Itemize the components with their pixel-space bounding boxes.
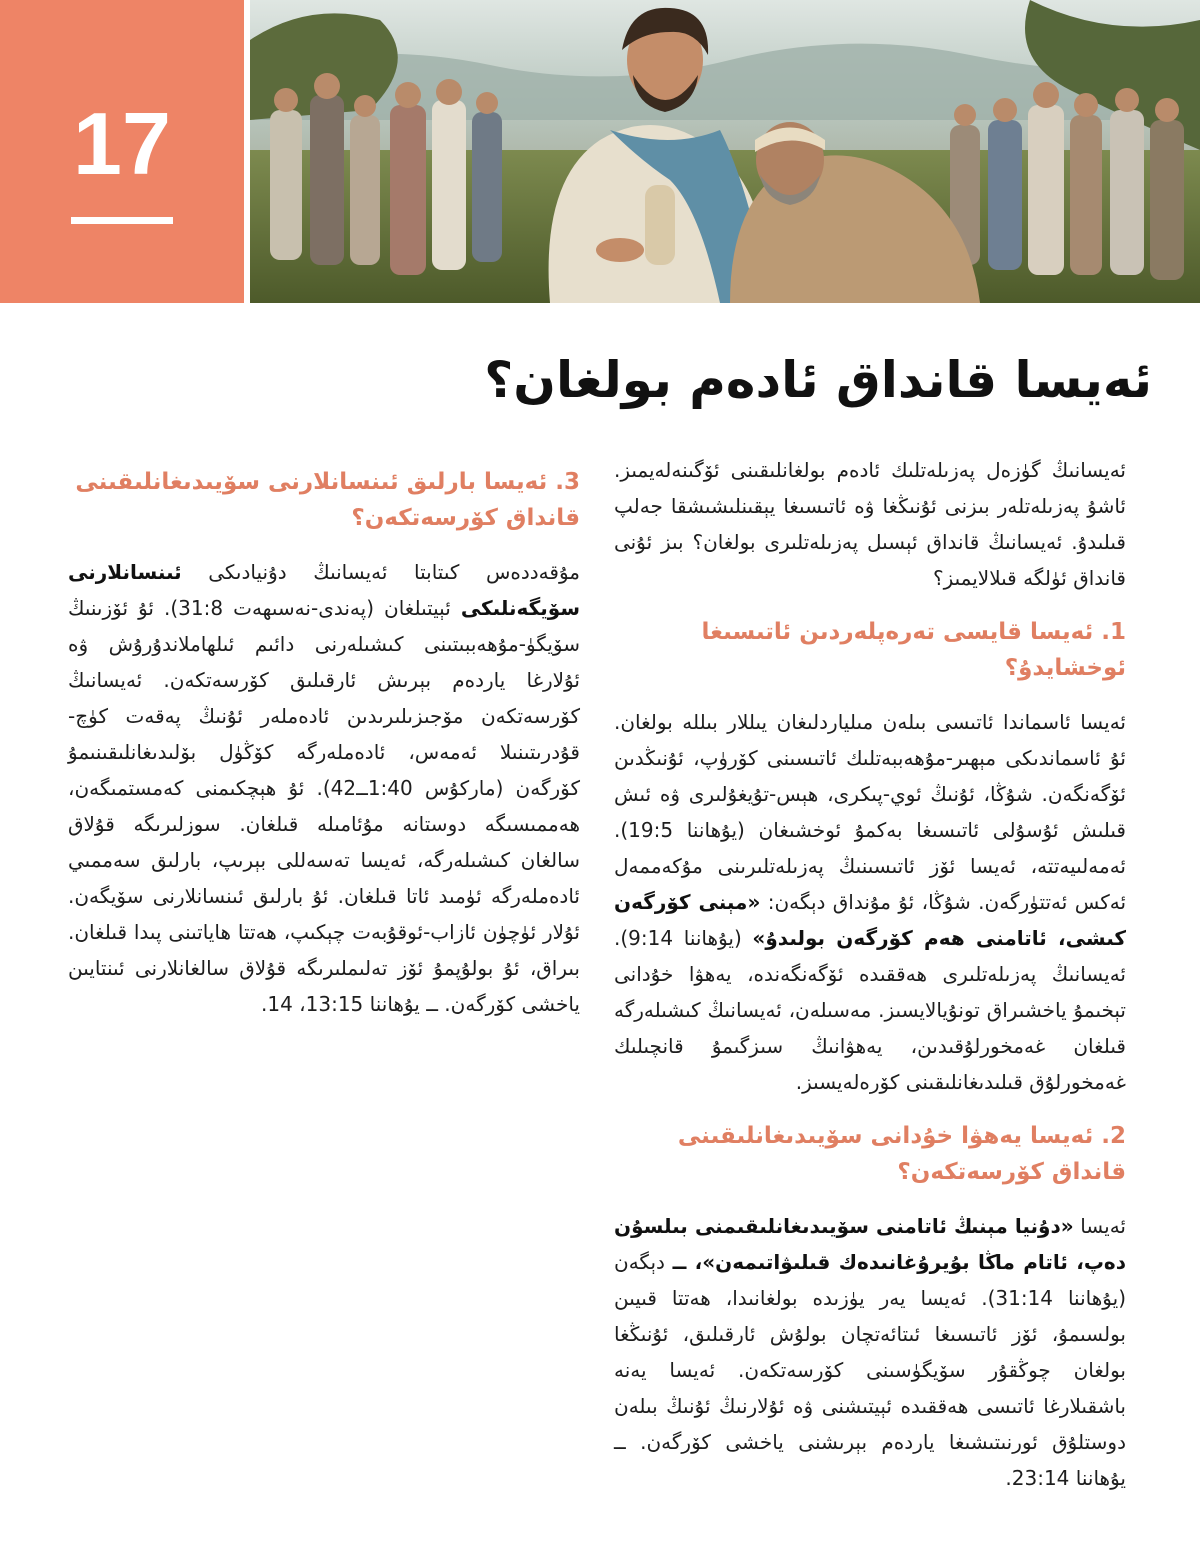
section-2-quote: «دۇنيا مېنىڭ ئاتامنى سۆيىدىغانلىقىمنى بىلسۇن دەپ، ئاتام ماڭا بۇيرۇغانىدەك قىلىۋاتىمەن»، ــ [614, 1214, 1126, 1274]
lesson-header [0, 0, 1200, 303]
section-1-paragraph [614, 704, 1126, 1100]
intro-paragraph: ئەيسانىڭ گۈزەل پەزىلەتلىك ئادەم بولغانلىقىنى ئۆگىنەلەيمىز. ئاشۇ پەزىلەتلەر بىزنى ئۇنىڭغا ۋە ئاتىسىغا يېقىنلىشىشقا جەلپ قىلىدۇ. ئەيسانىڭ قانداق ئېسىل پەزىلەتلىرى بولغان؟ بىز ئۇنى قانداق ئۈلگە قىلالايمىز؟ [614, 458, 1126, 590]
lesson-number: 17 [73, 94, 171, 193]
section-3-paragraph [68, 554, 580, 1022]
badge-underline [71, 217, 173, 224]
section-3-lead: مۇقەددەس كىتابتا ئەيسانىڭ دۇنيادىكى [181, 560, 580, 584]
header-photo [250, 0, 1200, 303]
section-3-bold: ئىنسانلارنى سۆيگەنلىكى [68, 560, 580, 620]
section-3-heading: 3. ئەيسا بارلىق ئىنسانلارنى سۆيىدىغانلىقىنى قانداق كۆرسەتكەن؟ [75, 469, 580, 531]
left-column [68, 452, 580, 1040]
section-1-text-b: (يۇھاننا 9:14). ئەيسانىڭ پەزىلەتلىرى ھەققىدە ئۆگەنگەندە، يەھۋا خۇدانى تېخىمۇ ياخشىراق تونۇيالايسىز. مەسىلەن، ئەيسانىڭ كىشىلەرگە قىلغان غەمخورلۇقىدىن، يەھۋانىڭ سىزگىمۇ قانچىلىك غەمخورلۇق قىلىدىغانلىقىنى كۆرەلەيسىز. [614, 926, 1126, 1094]
page-title: ئەيسا قانداق ئادەم بولغان؟ [484, 351, 1152, 409]
lesson-number-badge [0, 0, 244, 303]
section-1-text-a: ئەيسا ئاسماندا ئاتىسى بىلەن مىليارد‌لىغان يىللار بىللە بولغان. ئۇ ئاسماندىكى مېھىر-مۇھەببەتلىك ئاتىسىنى كۆرۈپ، ئۇنىڭدىن ئۆگەنگەن. شۇڭا، ئۇنىڭ ئوي-پىكرى، ھېس-تۇيغۇلىرى ۋە ئىش قىلىش ئۇسۇلى ئاتىسىغا بەكمۇ ئوخشىغان (يۇھاننا 19:5). ئەمەلىيەتتە، ئەيسا ئۆز ئاتىسىنىڭ پەزىلەتلىرىنى مۇكەممەل ئەكس ئەتتۈرگەن. شۇڭا، ئۇ مۇنداق دېگەن: [614, 710, 1127, 914]
section-2-heading: 2. ئەيسا يەھۋا خۇدانى سۆيىدىغانلىقىنى قانداق كۆرسەتكەن؟ [677, 1123, 1126, 1185]
section-1-heading: 1. ئەيسا قايسى تەرەپلەردىن ئاتىسىغا ئوخشايدۇ؟ [701, 619, 1126, 681]
section-2-paragraph [614, 1208, 1126, 1496]
right-column [614, 452, 1126, 1514]
section-2-text: دېگەن (يۇھاننا 31:14). ئەيسا يەر يۈزىدە بولغانىدا، ھەتتا قىيىن بولسىمۇ، ئۆز ئاتىسىغا ئىتائەتچان بولۇش ئارقىلىق، ئۇنىڭغا بولغان چوڭقۇر سۆيگۈسىنى كۆرسەتكەن. ئەيسا يەنە باشقىلارغا ئاتىسى ھەققىدە ئېيتىشنى ۋە ئۇلارنىڭ ئۇنىڭ بىلەن دوستلۇق ئورنىتىشىغا ياردەم بېرىشنى ياخشى كۆرگەن. ــ يۇھاننا 23:14. [614, 1250, 1126, 1490]
section-1-quote: «مېنى كۆرگەن كىشى، ئاتامنى ھەم كۆرگەن بولىدۇ» [614, 890, 1126, 950]
section-2-lead: ئەيسا [1073, 1214, 1126, 1238]
section-3-text: ئېيتىلغان (پەندى-نەسىھەت 31:8). ئۇ ئۆزىنىڭ سۆيگۈ-مۇھەببىتىنى كىشىلەرنى دائىم ئىلھاملاندۇرۇش ۋە ئۇلارغا ياردەم بېرىش ئارقىلىق كۆرسەتكەن. ئەيسانىڭ كۆرسەتكەن مۆجىزىلىرىدىن ئادەملەر ئۇنىڭ پەقەت كۈچ-قۇدرىتىنىلا ئەمەس، ئادەملەرگە كۆڭۈل بۆلىدىغانلىقىنىمۇ كۆرگەن (ماركۇس 1:40ــ42). ئۇ ھېچكىمنى كەمستمىگەن، ھەممىسىگە دوستانە مۇئامىلە قىلغان. سوزلىرىگە قۇلاق سالغان كىشىلەرگە، ئەيسا تەسەللى بېرىپ، بارلىق سەممىي ئادەملەرگە ئۈمىد ئاتا قىلغان. ئۇ بارلىق ئىنسانلارنى سۆيگەن. ئۇلار ئۈچۈن ئازاب-ئوقۇبەت چېكىپ، ھەتتا ھاياتىنى پىدا قىلغان. بىراق، ئۇ بولۇپمۇ ئۆز تەلىملىرىگە قۇلاق سالغانلارنى ئىنتايىن ياخشى كۆرگەن. ــ يۇھاننا 13:15، 14. [68, 596, 580, 1016]
